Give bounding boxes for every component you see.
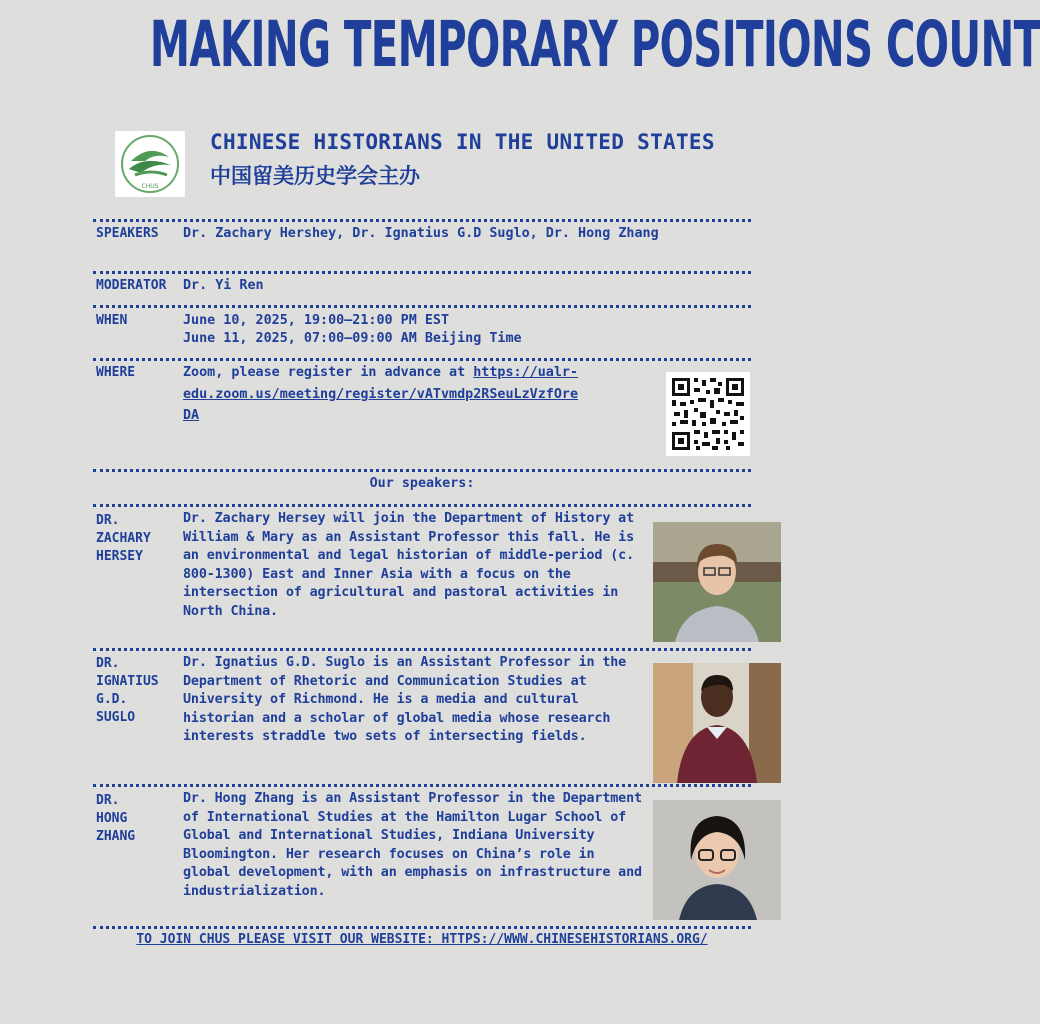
speaker-photo-hersey (653, 522, 781, 642)
speaker-photo-suglo (653, 663, 781, 783)
moderator-value: Dr. Yi Ren (183, 278, 264, 293)
speaker-name: DR. HONG ZHANG (96, 793, 136, 844)
where-text (183, 364, 578, 382)
logo-text: CHUS (141, 183, 159, 190)
speaker-bio: Dr. Hong Zhang is an Assistant Professor in the Department of International Studies at the Hamilton Lugar School of Global and International Studies, Indiana University Bloomington. Her research focuses on China’s role in global development, with an emphasis on infrastructure and industrialization. (183, 791, 642, 899)
when-line-1: June 10, 2025, 19:00–21:00 PM EST (183, 313, 450, 328)
divider (93, 469, 751, 472)
divider (93, 784, 751, 787)
divider (93, 504, 751, 507)
divider (93, 926, 751, 929)
moderator-label: MODERATOR (96, 278, 167, 293)
speaker-photo-zhang (653, 800, 781, 920)
where-label: WHERE (96, 365, 136, 380)
when-label: WHEN (96, 313, 128, 328)
zoom-register-link-cont[interactable]: edu.zoom.us/meeting/register/vATvmdp2RSeuLzVzfOre (183, 387, 579, 402)
divider (93, 305, 751, 308)
zoom-register-link-end[interactable]: DA (183, 408, 200, 423)
zoom-register-link[interactable]: https://ualr- (473, 365, 579, 380)
speaker-bio: Dr. Zachary Hersey will join the Department of History at William & Mary as an Assistant Professor this fall. He is an environmental and legal historian of middle-period (c. 800-1300) East and Inner Asia with a focus on the intersection of agricultural and pastoral activities in North China. (183, 511, 634, 619)
org-name-chinese: 中国留美历史学会主办 (210, 164, 420, 188)
where-prefix: Zoom, please register in advance at (183, 365, 466, 380)
org-name-english: CHINESE HISTORIANS IN THE UNITED STATES (210, 130, 715, 154)
speaker-name: DR. IGNATIUS G.D. SUGLO (96, 656, 159, 725)
speakers-value: Dr. Zachary Hershey, Dr. Ignatius G.D Suglo, Dr. Hong Zhang (183, 226, 659, 241)
divider (93, 648, 751, 651)
divider (93, 358, 751, 361)
when-line-2: June 11, 2025, 07:00–09:00 AM Beijing Time (183, 331, 522, 346)
speakers-heading: Our speakers: (369, 476, 475, 491)
chus-logo (115, 131, 185, 197)
speakers-label: SPEAKERS (96, 226, 159, 241)
divider (93, 219, 751, 222)
speaker-bio: Dr. Ignatius G.D. Suglo is an Assistant Professor in the Department of Rhetoric and Communication Studies at University of Richmond. He is a media and cultural historian and a scholar of global media whose research interests straddle two sets of intersecting fields. (183, 655, 627, 744)
qr-code-image (666, 372, 750, 456)
divider (93, 271, 751, 274)
website-link[interactable]: TO JOIN CHUS PLEASE VISIT OUR WEBSITE: HTTPS://WWW.CHINESEHISTORIANS.ORG/ (136, 932, 708, 947)
poster-title: MAKING TEMPORARY POSITIONS COUNT (149, 8, 1040, 81)
speaker-name: DR. ZACHARY HERSEY (96, 513, 151, 564)
